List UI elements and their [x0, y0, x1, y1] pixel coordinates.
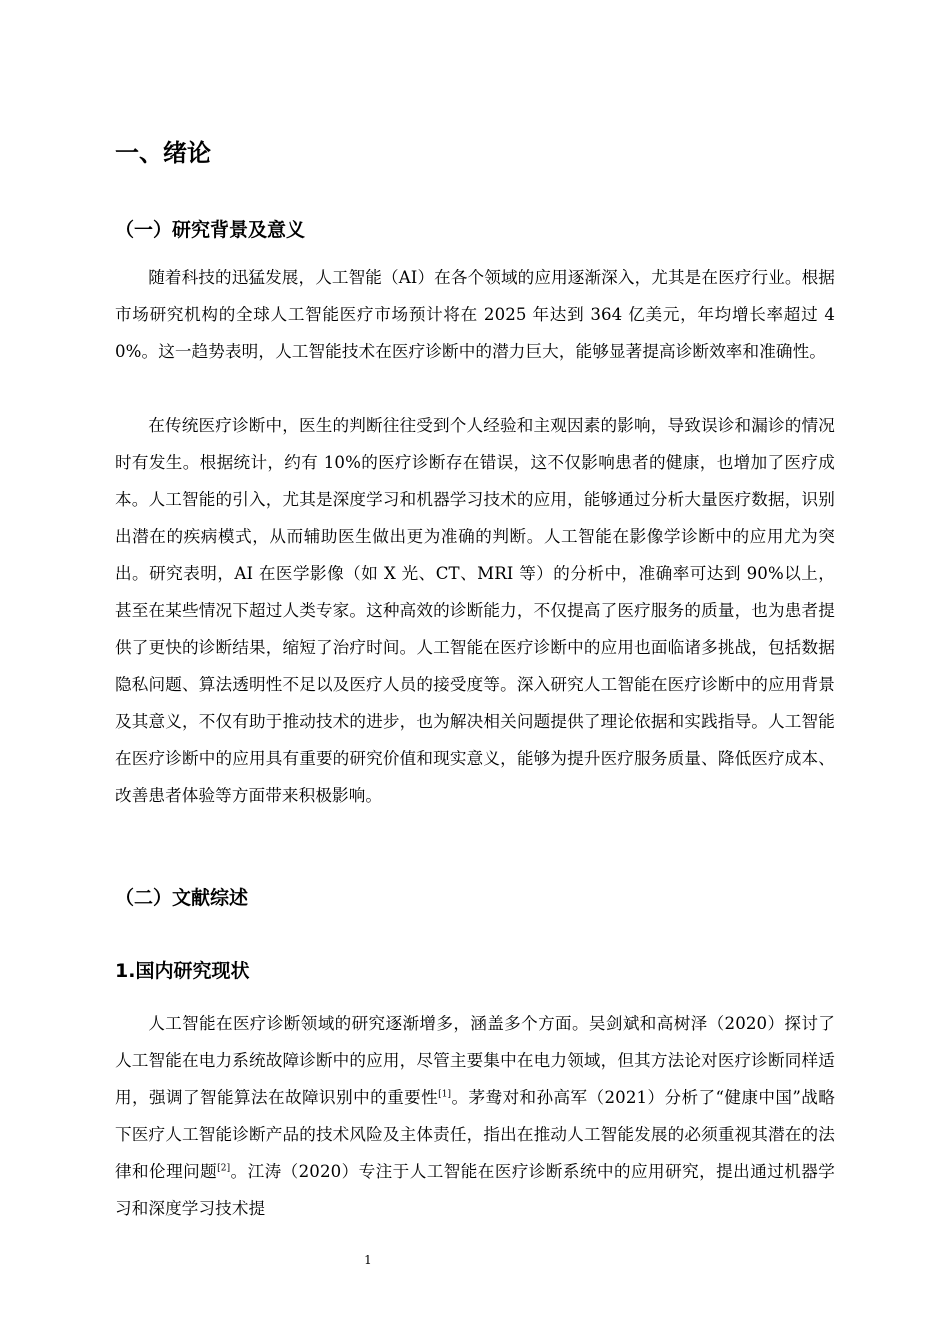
citation-ref-1[interactable]: [1]	[438, 1089, 452, 1100]
section-title-background: （一）研究背景及意义	[115, 219, 306, 241]
paragraph-background-1: 随着科技的迅猛发展，人工智能（AI）在各个领域的应用逐渐深入，尤其是在医疗行业。根据市场研究机构的全球人工智能医疗市场预计将在 2025 年达到 364 亿美元，年均增长率超过 40%。这一趋势表明，人工智能技术在医疗诊断中的潜力巨大，能够显著提高诊断效率和准确性。	[115, 268, 835, 361]
subsection-title-domestic-research: 1.国内研究现状	[115, 960, 250, 982]
paragraph-background-2: 在传统医疗诊断中，医生的判断往往受到个人经验和主观因素的影响，导致误诊和漏诊的情况时有发生。根据统计，约有 10%的医疗诊断存在错误，这不仅影响患者的健康，也增加了医疗成本。人工智能的引入，尤其是深度学习和机器学习技术的应用，能够通过分析大量医疗数据，识别出潜在的疾病模式，从而辅助医生做出更为准确的判断。人工智能在影像学诊断中的应用尤为突出。研究表明，AI 在医学影像（如 X 光、CT、MRI 等）的分析中，准确率可达到 90%以上，甚至在某些情况下超过人类专家。这种高效的诊断能力，不仅提高了医疗服务的质量，也为患者提供了更快的诊断结果，缩短了治疗时间。人工智能在医疗诊断中的应用也面临诸多挑战，包括数据隐私问题、算法透明性不足以及医疗人员的接受度等。深入研究人工智能在医疗诊断中的应用背景及其意义，不仅有助于推动技术的进步，也为解决相关问题提供了理论依据和实践指导。人工智能在医疗诊断中的应用具有重要的研究价值和现实意义，能够为提升医疗服务质量、降低医疗成本、改善患者体验等方面带来积极影响。	[115, 416, 835, 805]
section-title-literature-review: （二）文献综述	[115, 887, 249, 909]
paragraph-text-segment: 。江涛（2020）专注于人工智能在医疗诊断系统中的应用研究，提出通过机器学习和深度学习技术提	[115, 1162, 835, 1218]
citation-ref-2[interactable]: [2]	[217, 1163, 231, 1174]
paragraph-text-segment: 人工智能在医疗诊断领域的研究逐渐增多，涵盖多个方面。吴剑斌和高树泽（2020）探讨了人工智能在电力系统故障诊断中的应用，尽管主要集中在电力领域，但其方法论对医疗诊断同样适用，强调了智能算法在故障识别中的重要性	[115, 1014, 835, 1107]
page-number: 1	[364, 1253, 372, 1267]
paragraph-text-segment: 。茅鸯对和孙高军（2021）分析了“健康中国”战略下医疗人工智能诊断产品的技术风险及主体责任，指出在推动人工智能发展的必须重视其潜在的法律和伦理问题	[115, 1088, 835, 1181]
paragraph-domestic-research	[115, 1005, 835, 1227]
chapter-heading: 一、绪论	[115, 139, 211, 167]
